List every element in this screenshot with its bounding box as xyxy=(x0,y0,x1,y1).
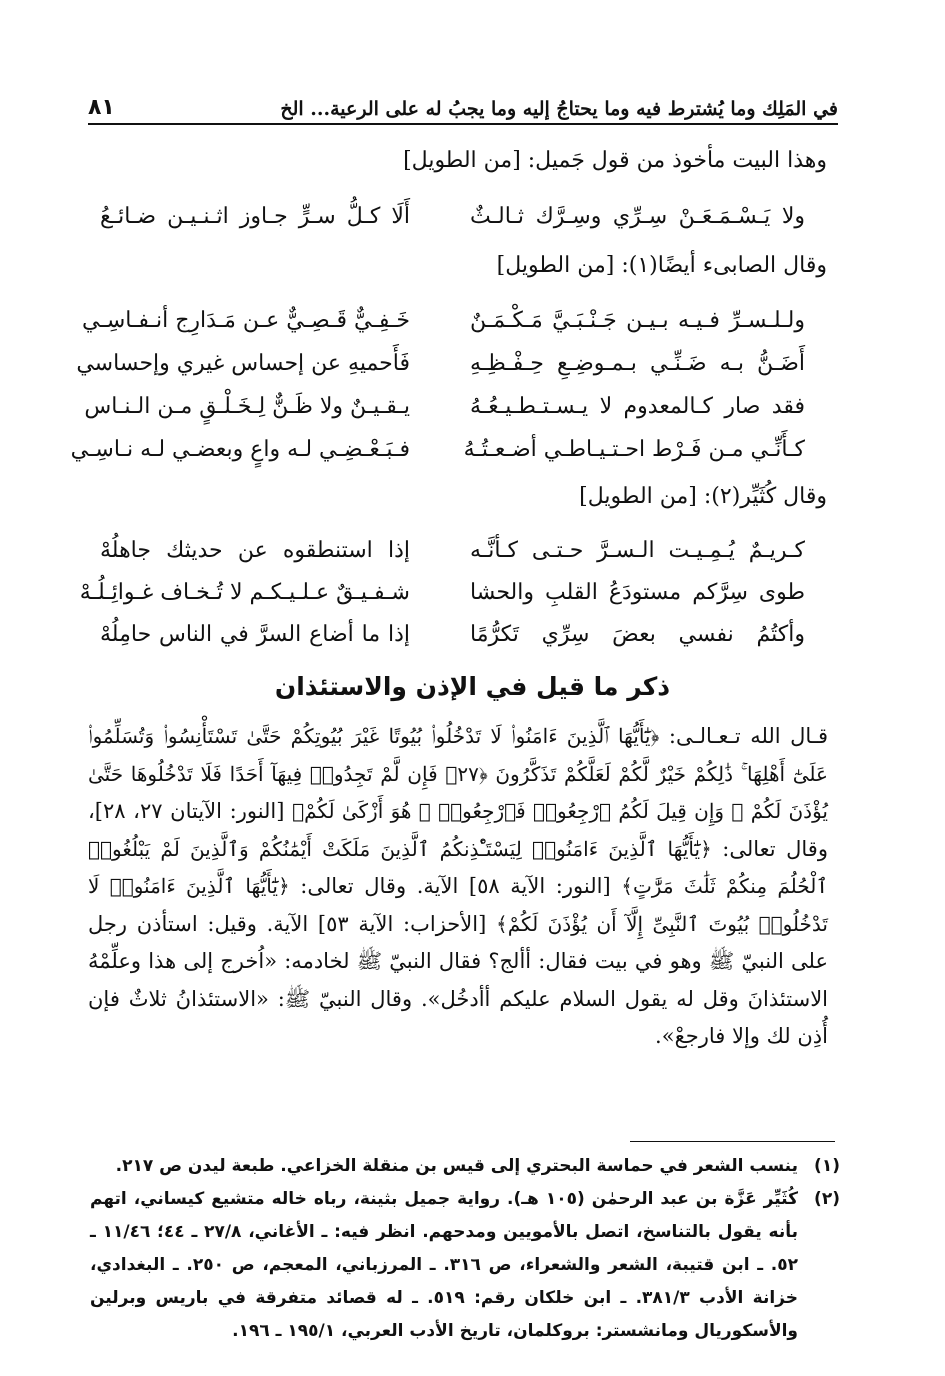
verse-second-hemistich: خَـفِـيٌّ قَـصِـيٌّ عـن مَـدَارِج أنـفـاسِـي xyxy=(82,307,410,333)
verse-second-hemistich: إذا ما أضاع السرَّ في الناس حامِلُهْ xyxy=(100,621,410,647)
verse-row xyxy=(76,343,805,383)
quran-quote: ﴿يَٰٓأَيُّهَا ٱلَّذِينَ ءَامَنُوا۟ لَا تَدْخُلُوا۟ بُيُوتًا غَيْرَ بُيُوتِكُمْ حَتَّىٰ تَسْتَأْنِسُوا۟ وَتُسَلِّمُوا۟ عَلَىٰٓ أَهْلِهَا ۚ ذَٰلِكُمْ خَيْرٌ لَّكُمْ لَعَلَّكُمْ تَذَكَّرُونَ ﴿٢٧﴾ فَإِن لَّمْ تَجِدُوا۟ فِيهَآ أَحَدًا فَلَا تَدْخُلُوهَا حَتَّىٰ يُؤْذَنَ لَكُمْ ۖ وَإِن قِيلَ لَكُمُ ٱرْجِعُوا۟ فَٱرْجِعُوا۟ ۖ هُوَ أَزْكَىٰ لَكُمْ﴾ xyxy=(88,724,828,823)
verse-second-hemistich: إذا استنطقوه عن حديثك جاهلُهْ xyxy=(100,537,410,563)
text-run: قـال الله تـعـالـى: xyxy=(659,724,828,748)
body-text xyxy=(88,718,828,1056)
verse-row xyxy=(100,196,805,236)
verse-row xyxy=(100,530,805,570)
verse-first-hemistich: أَضَـنُّ بـه ضَـنِّـي بـمـوضِـعِ حِـفْـظِـهِ xyxy=(470,350,805,376)
section-heading: ذكر ما قيل في الإذن والاستئذان xyxy=(274,672,671,701)
text-run: [النور: الآية ٥٨] الآية. وقال تعالى: xyxy=(289,874,622,898)
text-run: [النور: الآيتان ٢٧، ٢٨]، وقال تعالى: xyxy=(88,799,828,861)
verse-second-hemistich: شـفـيـقٌ عـلـيـكـم لا تُـخـاف غـوائِـلُـهْ xyxy=(79,579,410,605)
footnote-divider xyxy=(630,1141,835,1142)
running-title: في المَلِك وما يُشترط فيه وما يحتاجُ إليه وما يجبُ له على الرعية... الخ xyxy=(280,98,838,120)
footnote-number: (٢) xyxy=(814,1189,840,1209)
verse-second-hemistich: أَلَا كـلُّ سـرٍّ جـاوز اثـنـيـن ضـائـعُ xyxy=(100,203,410,229)
verse-row xyxy=(70,429,805,469)
footnotes xyxy=(90,1150,840,1348)
page-number: ٨١ xyxy=(88,95,115,120)
verse-second-hemistich: يـقـيـنٌ ولا ظَـنٌّ لِـخَـلْـقٍ مـن الـنـاس xyxy=(84,393,410,419)
intro-line-kuthayyir: وقال كُثَيِّر(٢): [من الطويل] xyxy=(579,484,827,509)
text-run: [الأحزاب: الآية ٥٣] الآية. وقيل: استأذن رجل على النبيّ ﷺ وهو في بيت فقال: أألج؟ فقال النبيّ ﷺ لخادمه: «اُخرج إلى هذا وعلِّمْهُ الاستئذانَ وقل له يقول السلام عليكم أأدخُل». وقال النبيّ ﷺ: «الاستئذانُ ثلاثٌ فإن أُذِن لك وإلا فارجعْ». xyxy=(88,911,828,1048)
verse-second-hemistich: فـبَـعْـضِـي لـه واعٍ وبعضـي لـه نـاسِـي xyxy=(70,436,410,462)
footnote-text: ينسب الشعر في حماسة البحتري إلى قيس بن منقلة الخزاعي. طبعة ليدن ص ٢١٧. xyxy=(115,1156,798,1176)
verse-row xyxy=(79,572,805,612)
footnote xyxy=(90,1183,840,1348)
verse-row xyxy=(84,386,805,426)
verse-row xyxy=(100,614,805,654)
body-paragraph xyxy=(88,718,828,1056)
verse-second-hemistich: فَأَحميهِ عن إحساس غيري وإحساسي xyxy=(76,350,410,376)
verse-first-hemistich: ولـلـسـرِّ فـيـه بـيـن جَـنْـبَـيَّ مَـكْـمَـنٌ xyxy=(470,307,805,333)
verse-first-hemistich: كـأَنِّـي مـن فَـرْط احـتـيـاطـي أضـعـتُـهُ xyxy=(463,436,805,462)
verse-first-hemistich: ولا يَـسْـمَـعَـنْ سِـرِّي وسِـرَّك ثـالـثٌ xyxy=(470,203,805,229)
footnote-number: (١) xyxy=(814,1156,840,1176)
verse-first-hemistich: فقد صار كـالمعدوم لا يـسـتـطـيـعُـهُ xyxy=(470,393,805,419)
running-header xyxy=(88,86,838,125)
quran-quote: ﴿يَٰٓأَيُّهَا ٱلَّذِينَ ءَامَنُوا۟ لَا تَدْخُلُوا۟ بُيُوتَ ٱلنَّبِىِّ إِلَّآ أَن يُؤْذَنَ لَكُمْ﴾ xyxy=(88,874,828,936)
verse-first-hemistich: كـريـمٌ يُـمِـيـت الـسـرَّ حـتـى كـأنَّـه xyxy=(470,537,805,563)
intro-line-sabi: وقال الصابىء أيضًا(١): [من الطويل] xyxy=(496,253,827,278)
intro-line-jamil: وهذا البيت مأخوذ من قول جَميل: [من الطويل] xyxy=(403,148,827,173)
verse-row xyxy=(82,300,805,340)
quran-quote: ﴿يَٰٓأَيُّهَا ٱلَّذِينَ ءَامَنُوا۟ لِيَسْتَـْٔذِنكُمُ ٱلَّذِينَ مَلَكَتْ أَيْمَٰنُكُمْ وَٱلَّذِينَ لَمْ يَبْلُغُوا۟ ٱلْحُلُمَ مِنكُمْ ثَلَٰثَ مَرَّٰتٍ﴾ xyxy=(88,836,829,898)
verse-first-hemistich: طوى سِرَّكم مستودَعُ القلبِ والحشا xyxy=(470,579,805,605)
footnote xyxy=(90,1150,840,1183)
verse-first-hemistich: وأكتُمُ نفسي بعضَ سِرِّي تَكرُّمًا xyxy=(470,621,805,647)
footnote-text: كُثَيِّر عَزَّة بن عبد الرحمٰن (١٠٥ هـ). رواية جميل بثينة، رباه خاله متشيع كيساني، اتهم بأنه يقول بالتناسخ، اتصل بالأمويين ومدحهم. انظر فيه: ـ الأغاني، ٢٧/٨ ـ ٤٤؛ ١١/٤٦ ـ ٥٢. ـ ابن قتيبة، الشعر والشعراء، ص ٣١٦. ـ المرزباني، المعجم، ص ٢٥٠. ـ البغدادي، خزانة الأدب ٣٨١/٣. ـ ابن خلكان رقم: ٥١٩. ـ له قصائد متفرقة في باريس وبرلين والأسكوريال ومانشستر: بروكلمان، تاريخ الأدب العربي، ١٩٥/١ ـ ١٩٦. xyxy=(90,1189,799,1341)
